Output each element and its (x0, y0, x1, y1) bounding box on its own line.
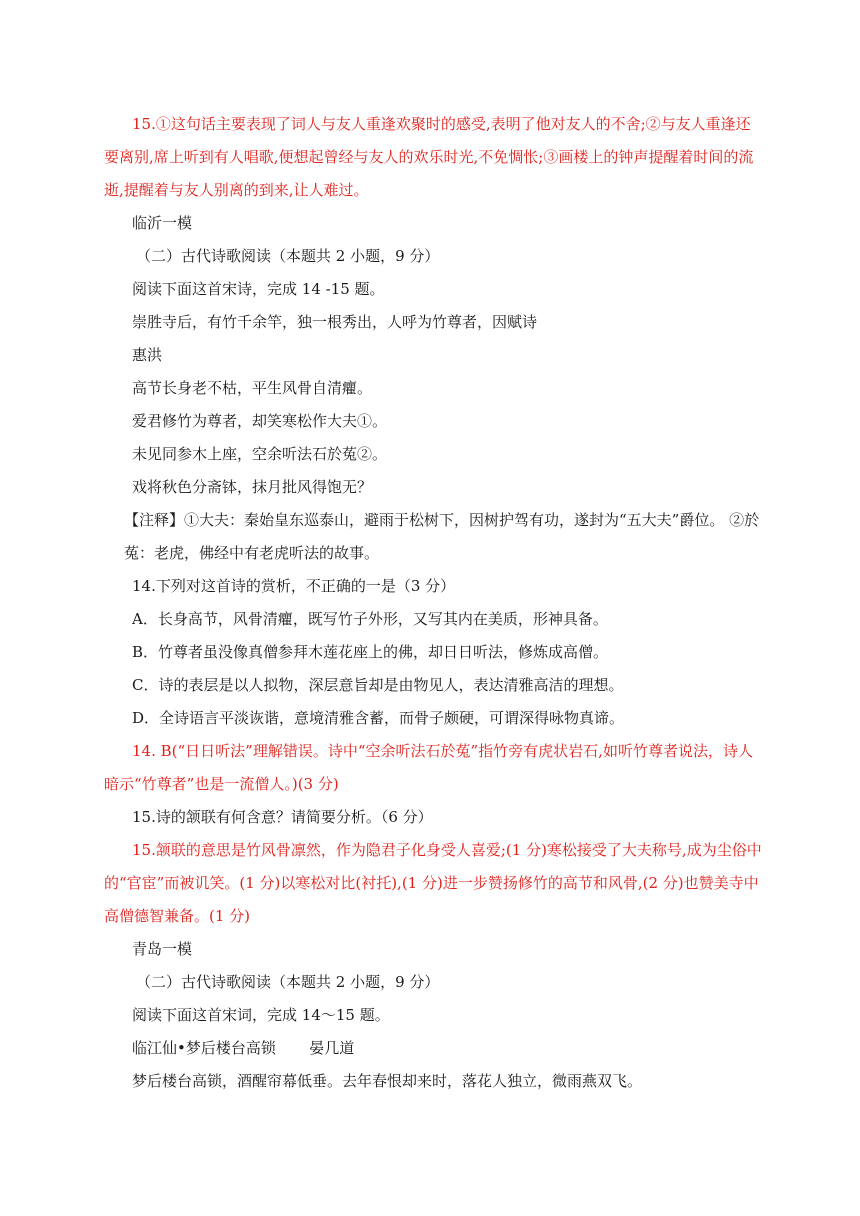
section-heading-qingdao: 青岛一模 (132, 940, 193, 958)
question-14-option: B．竹尊者虽没像真僧参拜木莲花座上的佛，却日日听法，修炼成高僧。 (132, 643, 609, 661)
poem-line: 高节长身老不枯，平生风骨自清癯。 (132, 379, 373, 397)
poet-name-linyi: 惠洪 (132, 346, 163, 364)
poem-annotation: 【注释】①大夫：秦始皇东巡泰山，避雨于松树下，因树护驾有功，遂封为“五大夫”爵位。 ②於菟：老虎，佛经中有老虎听法的故事。 (124, 511, 760, 562)
question-14-option: A．长身高节，风骨清癯，既写竹子外形，又写其内在美质，形神具备。 (132, 610, 608, 628)
section-subheading-qingdao: （二）古代诗歌阅读（本题共 2 小题，9 分） (136, 973, 440, 991)
answer-15: 15.颔联的意思是竹风骨凛然，作为隐君子化身受人喜爱;(1 分)寒松接受了大夫称号,成为尘俗中的“官宦”而被讥笑。(1 分)以寒松对比(衬托),(1 分)进一步赞扬修竹的高节和风骨,(2 分)也赞美寺中高僧德智兼备。(1 分) (104, 841, 762, 925)
poem-line: 戏将秋色分斋钵，抹月批风得饱无？ (132, 478, 373, 496)
question-14-option: C．诗的表层是以人拟物，深层意旨却是由物见人，表达清雅高洁的理想。 (132, 676, 624, 694)
poem-line: 梦后楼台高锁，酒醒帘幕低垂。去年春恨却来时，落花人独立，微雨燕双飞。 (132, 1072, 643, 1090)
question-15: 15.诗的颔联有何含意？请简要分析。（6 分） (132, 808, 433, 826)
section-heading-linyi: 临沂一模 (132, 214, 193, 232)
answer-15-previous: 15.①这句话主要表现了词人与友人重逢欢聚时的感受,表明了他对友人的不舍;②与友人重逢还要离别,席上听到有人唱歌,便想起曾经与友人的欢乐时光,不免惆怅;③画楼上的钟声提醒着时间的流逝,提醒着与友人别离的到来,让人难过。 (104, 115, 754, 199)
answer-14: 14. B(“日日听法”理解错误。诗中“空余听法石於菟”指竹旁有虎状岩石,如听竹尊者说法，诗人暗示“竹尊者”也是一流僧人。)(3 分) (104, 742, 753, 793)
poem-line: 爱君修竹为尊者，却笑寒松作大夫①。 (132, 412, 388, 430)
section-subheading-linyi: （二）古代诗歌阅读（本题共 2 小题，9 分） (136, 247, 440, 265)
instruction-qingdao: 阅读下面这首宋词，完成 14～15 题。 (132, 1006, 390, 1024)
poem-title-linyi: 崇胜寺后，有竹千余竿，独一根秀出，人呼为竹尊者，因赋诗 (132, 313, 538, 331)
question-14: 14.下列对这首诗的赏析，不正确的一是（3 分） (132, 577, 456, 595)
instruction-linyi: 阅读下面这首宋诗，完成 14 -15 题。 (132, 280, 385, 298)
poem-title-qingdao: 临江仙•梦后楼台高锁 晏几道 (132, 1039, 355, 1057)
question-14-option: D．全诗语言平淡诙谐，意境清雅含蓄，而骨子颇硬，可谓深得咏物真谛。 (132, 709, 625, 727)
poem-line: 未见同参木上座，空余听法石於菟②。 (132, 445, 388, 463)
